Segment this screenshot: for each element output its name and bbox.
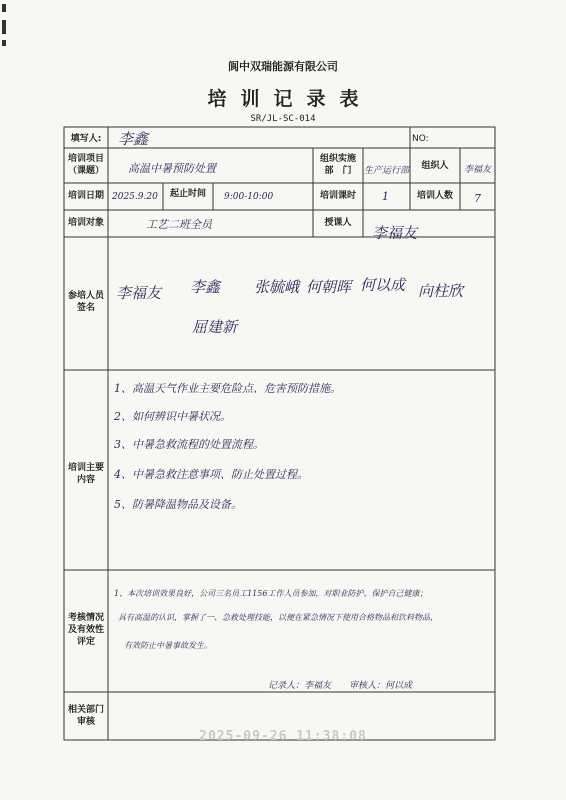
evaluation-line: 具有高温的认识，掌握了一、急救处理技能，以便在紧急情况下使用合格物品和饮料物品，: [118, 613, 438, 622]
time-value: 9:00-10:00: [224, 192, 274, 202]
attendee-signature: 张毓峨: [254, 278, 300, 296]
content-item: 1、高温天气作业主要危险点、危害预防措施。: [114, 382, 341, 395]
evaluation-label-line2: 及有效性: [67, 625, 104, 635]
attendee-signature: 向柱欣: [418, 282, 464, 300]
evaluation-line: 1、本次培训效果良好，公司三名员工1156工作人员参加，对职业防护、保护自己健康；: [114, 589, 428, 598]
date-value: 2025.9.20: [112, 192, 158, 202]
attendees-label-line2: 签名: [76, 303, 95, 313]
company-name: 阆中双瑞能源有限公司: [228, 60, 338, 73]
time-label: 起止时间: [169, 189, 206, 199]
org-unit-label-line2: 部 门: [324, 166, 352, 176]
content-item: 3、中暑急救流程的处置流程。: [114, 438, 264, 451]
content-label-line2: 内容: [76, 475, 95, 485]
org-unit-value: 生产运行部: [364, 166, 410, 176]
content-label: [64, 462, 108, 486]
scan-timestamp: 2025-09-26 11:38:08: [199, 729, 367, 744]
content-item: 5、防暑降温物品及设备。: [114, 498, 242, 511]
attendee-signature: 何朝晖: [306, 278, 352, 296]
count-value: 7: [474, 192, 481, 205]
organizer-label: 组织人: [421, 161, 449, 171]
evaluation-label: [64, 612, 108, 648]
document-code: SR/JL-SC-014: [250, 114, 316, 124]
attendee-signature: 何以成: [360, 276, 406, 294]
org-unit-label: [313, 153, 363, 177]
project-label: [64, 153, 108, 177]
review-label-line2: 审核: [76, 717, 95, 727]
project-value: 高温中暑预防处置: [128, 162, 216, 175]
project-label-line2: （课题）: [67, 166, 104, 176]
attendee-signature: 屈建新: [192, 318, 238, 336]
hours-value: 1: [382, 190, 389, 203]
date-label: 培训日期: [67, 191, 104, 201]
filler-value: 李鑫: [118, 130, 149, 148]
content-item: 4、中暑急救注意事项、防止处置过程。: [114, 468, 308, 481]
filler-label: 填写人:: [70, 134, 102, 144]
evaluation-label-line1: 考核情况: [67, 613, 104, 623]
evaluation-line: 有效防止中暑事故发生。: [124, 641, 212, 650]
target-label: 培训对象: [67, 218, 104, 228]
lecturer-label: 授课人: [324, 218, 352, 228]
hours-label: 培训课时: [319, 191, 356, 201]
attendee-signature: 李鑫: [190, 278, 221, 296]
count-label: 培训人数: [416, 191, 453, 201]
content-label-line1: 培训主要: [67, 463, 104, 473]
org-unit-label-line1: 组织实施: [319, 154, 356, 164]
attendee-signature: 李福友: [116, 284, 162, 302]
target-value: 工艺二班全员: [146, 218, 212, 231]
lecturer-value: 李福友: [372, 224, 418, 242]
attendees-label-line1: 参培人员: [67, 291, 104, 301]
no-label: NO:: [412, 134, 429, 144]
review-label-line1: 相关部门: [67, 705, 104, 715]
content-item: 2、如何辨识中暑状况。: [114, 410, 231, 423]
review-label: [64, 704, 108, 728]
project-label-line1: 培训项目: [67, 154, 104, 164]
organizer-value: 李福友: [464, 165, 492, 175]
form-title: 培训记录表: [207, 88, 373, 110]
evaluation-signature: 记录人：李福友 审核人：何以成: [268, 681, 413, 691]
attendees-label: [64, 290, 108, 314]
evaluation-label-line3: 评定: [76, 637, 95, 647]
